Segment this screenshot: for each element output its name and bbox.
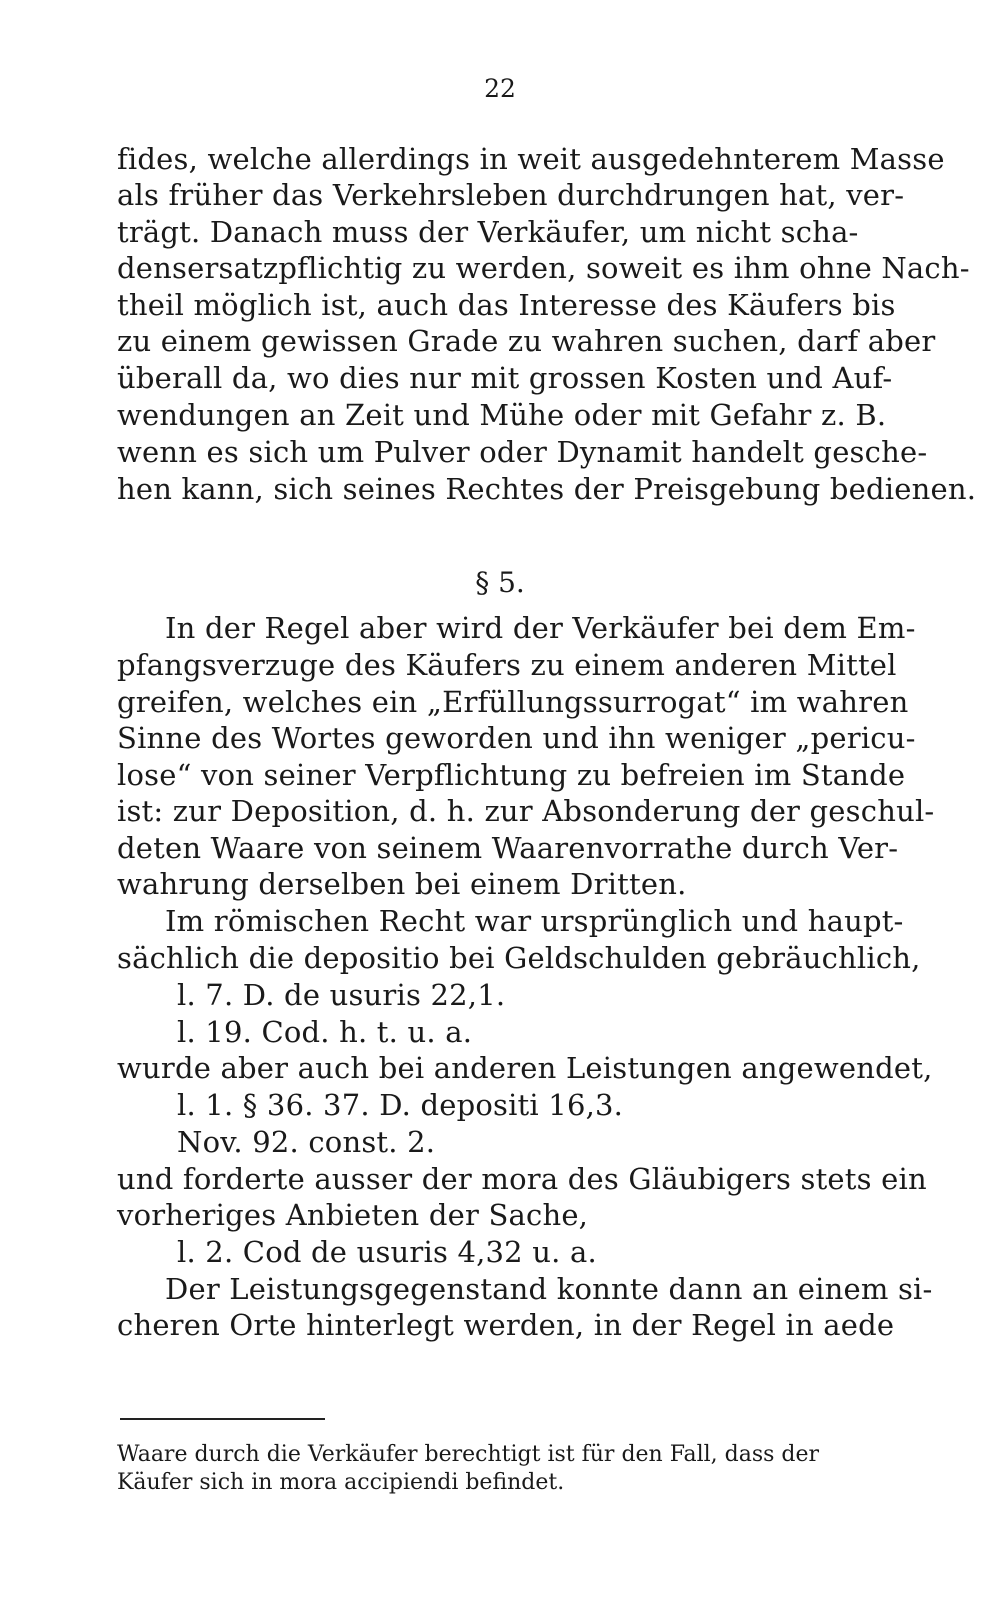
text-line: lose“ von seiner Verpflichtung zu befreien im Stande — [117, 758, 906, 792]
citation-line: l. 2. Cod de usuris 4,32 u. a. — [177, 1235, 597, 1269]
text-line: trägt. Danach muss der Verkäufer, um nicht scha- — [117, 215, 859, 249]
text-line: als früher das Verkehrsleben durchdrungen hat, ver- — [117, 178, 905, 212]
page-number: 22 — [484, 74, 516, 103]
text-line: überall da, wo dies nur mit grossen Kosten und Auf- — [117, 361, 893, 395]
text-line: und forderte ausser der mora des Gläubigers stets ein — [117, 1162, 927, 1196]
citation-line: Nov. 92. const. 2. — [177, 1125, 436, 1159]
text-line: Im römischen Recht war ursprünglich und haupt- — [165, 904, 904, 938]
footnote-line: Waare durch die Verkäufer berechtigt ist für den Fall, dass der — [117, 1442, 820, 1467]
citation-line: l. 19. Cod. h. t. u. a. — [177, 1015, 473, 1049]
text-line: hen kann, sich seines Rechtes der Preisgebung bedienen. — [117, 472, 977, 506]
text-line: densersatzpflichtig zu werden, soweit es ihm ohne Nach- — [117, 251, 970, 285]
text-line: pfangsverzuge des Käufers zu einem anderen Mittel — [117, 648, 897, 682]
text-line: deten Waare von seinem Waarenvorrathe durch Ver- — [117, 831, 899, 865]
text-line: wurde aber auch bei anderen Leistungen angewendet, — [117, 1051, 933, 1085]
text-line: greifen, welches ein „Erfüllungssurrogat“ im wahren — [117, 685, 909, 719]
text-line: sächlich die depositio bei Geldschulden gebräuchlich, — [117, 941, 921, 975]
text-line: Sinne des Wortes geworden und ihn weniger „pericu- — [117, 721, 916, 755]
footnote-line: Käufer sich in mora accipiendi befindet. — [117, 1470, 565, 1495]
text-line: fides, welche allerdings in weit ausgedehnterem Masse — [117, 142, 945, 176]
text-line: Der Leistungsgegenstand konnte dann an einem si- — [165, 1272, 933, 1306]
footnote-rule — [120, 1418, 325, 1420]
text-line: ist: zur Deposition, d. h. zur Absonderung der geschul- — [117, 794, 935, 828]
text-line: wendungen an Zeit und Mühe oder mit Gefahr z. B. — [117, 398, 887, 432]
text-line: zu einem gewissen Grade zu wahren suchen, darf aber — [117, 324, 936, 358]
text-line: cheren Orte hinterlegt werden, in der Regel in aede — [117, 1308, 895, 1342]
text-line: theil möglich ist, auch das Interesse des Käufers bis — [117, 288, 896, 322]
text-line: vorheriges Anbieten der Sache, — [117, 1198, 589, 1232]
text-line: In der Regel aber wird der Verkäufer bei dem Em- — [165, 611, 916, 645]
text-line: wahrung derselben bei einem Dritten. — [117, 867, 687, 901]
citation-line: l. 7. D. de usuris 22,1. — [177, 978, 506, 1012]
citation-line: l. 1. § 36. 37. D. depositi 16,3. — [177, 1088, 624, 1122]
text-line: wenn es sich um Pulver oder Dynamit handelt gesche- — [117, 435, 928, 469]
section-heading: § 5. — [475, 566, 525, 599]
